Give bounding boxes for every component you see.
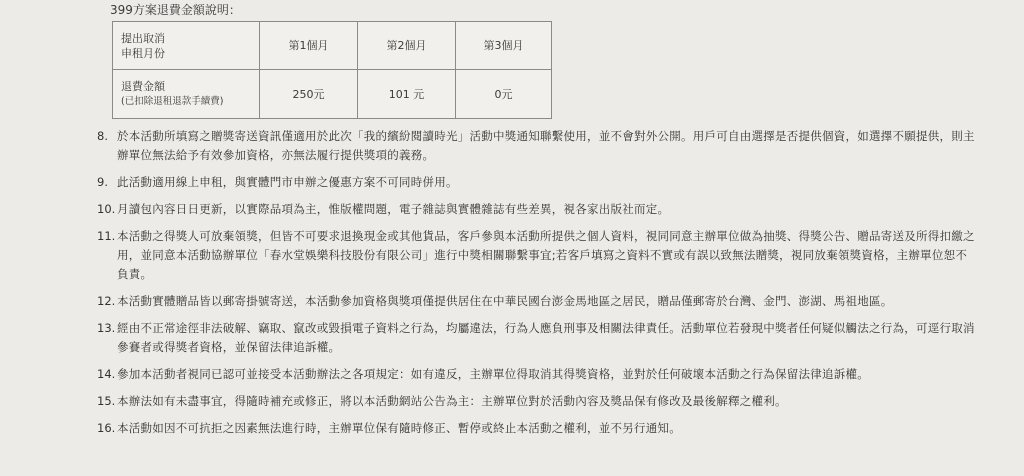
term-item-16 [97, 419, 977, 438]
refund-amount-note: (已扣除退租退款手續費) [121, 96, 224, 107]
term-number: 14. [97, 367, 116, 381]
refund-amount-label: 退費金額 [121, 80, 165, 93]
term-item-8 [97, 127, 977, 165]
term-number: 9. [97, 175, 108, 189]
term-text: 本活動實體贈品皆以郵寄掛號寄送，本活動參加資格與獎項僅提供居住在中華民國台澎金馬地區之居民，贈品僅郵寄於台灣、金門、澎湖、馬祖地區。 [117, 294, 893, 308]
refund-value-month-1: 250元 [260, 70, 358, 119]
refund-table-header-row [113, 22, 552, 70]
header-month-2: 第2個月 [358, 22, 456, 70]
term-text: 月讀包內容日日更新，以實際品項為主，惟版權問題，電子雜誌與實體雜誌有些差異，視各家出版社而定。 [117, 202, 670, 216]
term-text: 本活動之得獎人可放棄領獎，但皆不可要求退換現金或其他貨品，客戶參與本活動所提供之個人資料，視同同意主辦單位做為抽獎、得獎公告、贈品寄送及所得扣繳之用，並同意本活動協辦單位「春水堂娛樂科技股份有限公司」進行中獎相關聯繫事宜;若客戶填寫之資料不實或有誤以致無法贈獎，視同放棄領獎資格，主辦單位恕不負責。 [117, 229, 975, 281]
term-text: 本活動如因不可抗拒之因素無法進行時，主辦單位保有隨時修正、暫停或終止本活動之權利，並不另行通知。 [117, 421, 681, 435]
refund-amount-label-cell [113, 70, 260, 119]
term-text: 參加本活動者視同已認可並接受本活動辦法之各項規定：如有違反，主辦單位得取消其得獎資格，並對於任何破壞本活動之行為保留法律追訴權。 [117, 367, 869, 381]
term-number: 8. [97, 129, 108, 143]
term-number: 13. [97, 321, 116, 335]
refund-table-value-row [113, 70, 552, 119]
term-item-11 [97, 227, 977, 284]
term-item-12 [97, 292, 977, 311]
term-text: 於本活動所填寫之贈獎寄送資訊僅適用於此次「我的繽紛閱讀時光」活動中獎通知聯繫使用，並不會對外公開。用戶可自由選擇是否提供個資，如選擇不願提供，則主辦單位無法給予有效參加資格，亦無法履行提供獎項的義務。 [117, 129, 975, 162]
header-cancel-month-line2: 申租月份 [121, 46, 165, 60]
terms-list [97, 127, 977, 446]
term-number: 16. [97, 421, 116, 435]
term-item-9 [97, 173, 977, 192]
header-month-3: 第3個月 [456, 22, 552, 70]
header-month-1: 第1個月 [260, 22, 358, 70]
term-number: 15. [97, 394, 116, 408]
refund-value-month-3: 0元 [456, 70, 552, 119]
term-item-10 [97, 200, 977, 219]
term-item-15 [97, 392, 977, 411]
term-number: 10. [97, 202, 116, 216]
term-item-13 [97, 319, 977, 357]
term-number: 11. [97, 229, 116, 243]
term-item-14 [97, 365, 977, 384]
header-cancel-month-cell [113, 22, 260, 70]
header-cancel-month-line1: 提出取消 [121, 31, 165, 45]
term-text: 本辦法如有未盡事宜，得隨時補充或修正，將以本活動網站公告為主：主辦單位對於活動內容及獎品保有修改及最後解釋之權利。 [117, 394, 787, 408]
term-text: 經由不正常途徑非法破解、竊取、竄改或毀損電子資料之行為，均屬違法，行為人應負刑事及相關法律責任。活動單位若發現中獎者任何疑似觸法之行為，可逕行取消參賽者或得獎者資格，並保留法律追訴權。 [117, 321, 975, 354]
term-text: 此活動適用線上申租，與實體門市申辦之優惠方案不可同時併用。 [117, 175, 458, 189]
refund-value-month-2: 101 元 [358, 70, 456, 119]
term-number: 12. [97, 294, 116, 308]
refund-table [112, 21, 552, 119]
refund-caption: 399方案退費金額說明： [110, 3, 241, 17]
